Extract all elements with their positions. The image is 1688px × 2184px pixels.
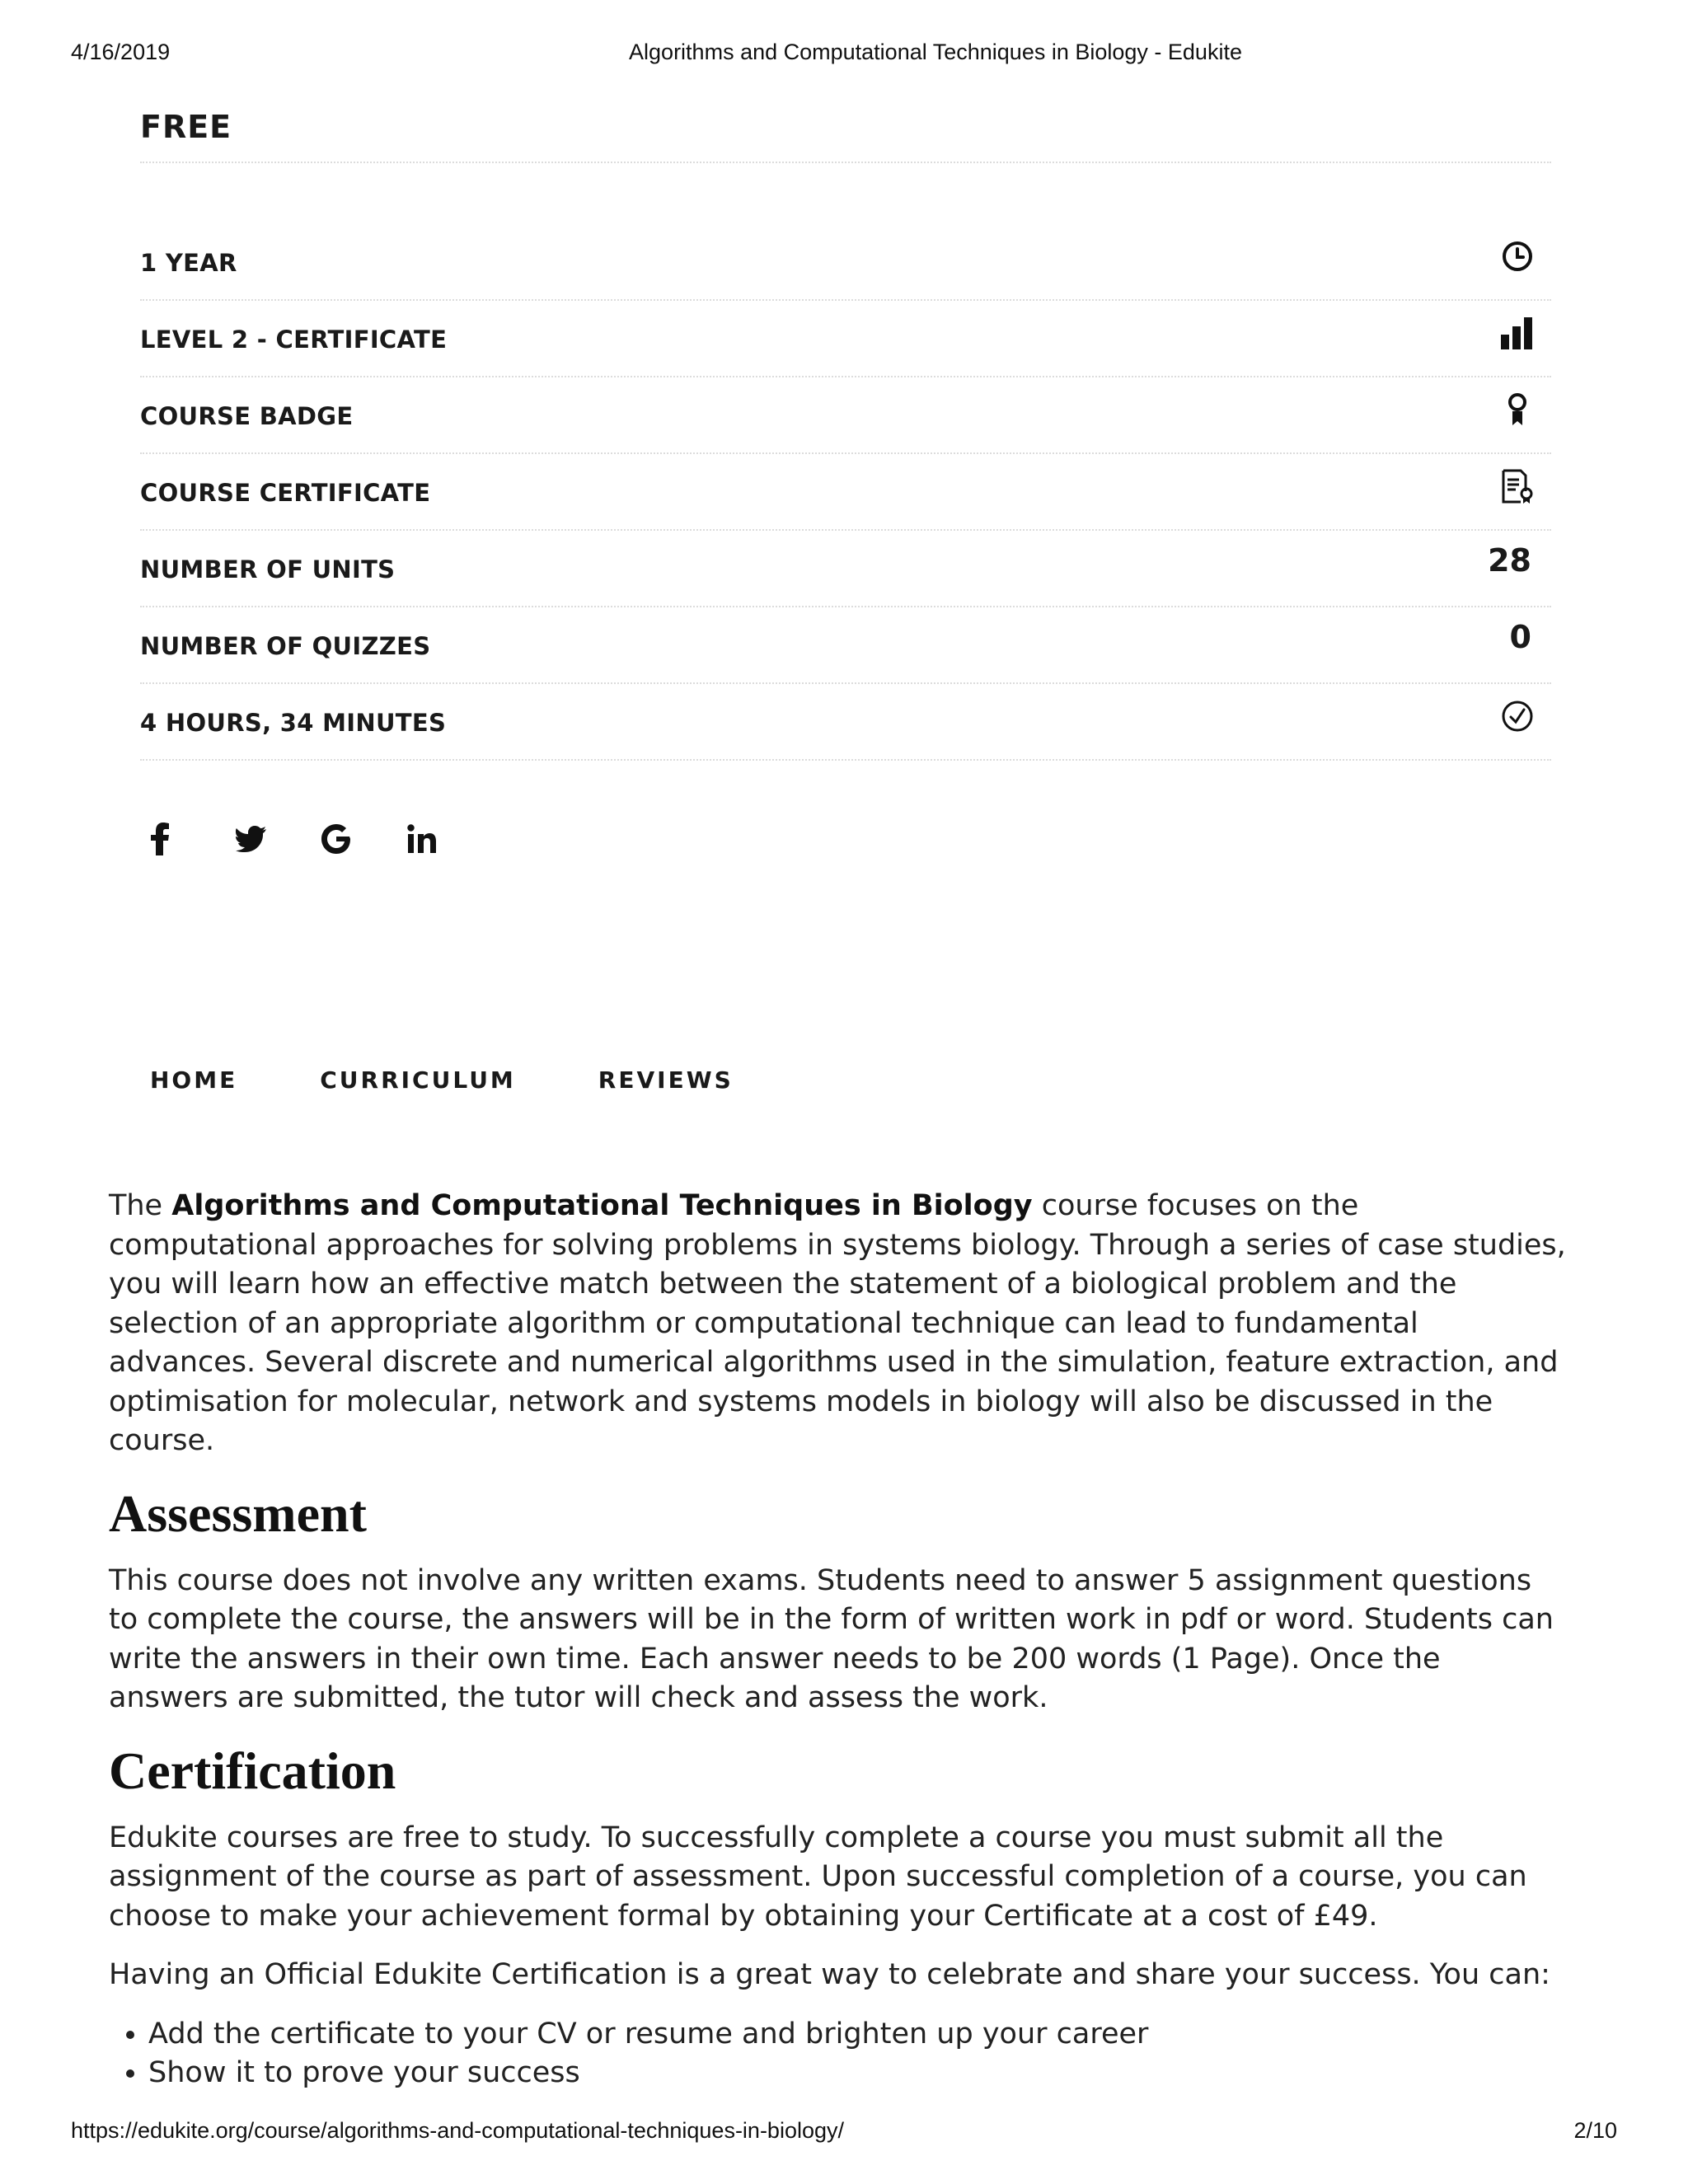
intro-rest: course focuses on the computational approaches for solving problems in systems biology. Through a series of case studies, you will learn how an effective match between the statement of a biological problem and the selection of an appropriate algorithm or computational technique can lead to fundamental advances. Several discrete and numerical algorithms used in the simulation, feature extraction, and optimisation for molecular, network and systems models in biology will also be discussed in the course. (109, 1189, 1566, 1457)
certification-heading: Certification (109, 1741, 396, 1800)
intro-paragraph (109, 1187, 1566, 1461)
badge-icon (1498, 391, 1536, 429)
meta-label: LEVEL 2 - CERTIFICATE (140, 326, 448, 354)
meta-badge (140, 377, 1551, 454)
facebook-icon[interactable] (150, 814, 236, 864)
print-header (0, 40, 1688, 69)
clock-icon (1498, 237, 1536, 275)
tab-home[interactable]: HOME (150, 1066, 238, 1094)
google-icon[interactable] (321, 814, 407, 864)
list-item: • Show it to prove your success (148, 2054, 1566, 2093)
certificate-icon (1498, 467, 1536, 505)
meta-time (140, 684, 1551, 761)
check-clock-icon (1498, 697, 1536, 735)
assessment-heading: Assessment (109, 1483, 367, 1543)
course-description (109, 1187, 1566, 2093)
certification-paragraph: Edukite courses are free to study. To successfully complete a course you must submit all the assignment of the course as part of assessment. Upon successful completion of a course, you can choose to make your achievement formal by obtaining your Certificate at a cost of £49. (109, 1821, 1527, 1933)
meta-label: NUMBER OF UNITS (140, 555, 396, 583)
meta-label: 4 HOURS, 34 MINUTES (140, 709, 447, 737)
print-date: 4/16/2019 (71, 40, 171, 64)
meta-quizzes (140, 607, 1551, 684)
units-count: 28 (1488, 542, 1531, 579)
bar-chart-icon (1498, 314, 1536, 352)
intro-prefix: The (109, 1189, 172, 1222)
list-item: • Add the certificate to your CV or resume and brighten up your career (148, 2015, 1566, 2055)
print-footer (0, 2118, 1688, 2148)
print-title: Algorithms and Computational Techniques in Biology - Edukite (629, 40, 1242, 64)
benefits-list (109, 2015, 1566, 2093)
meta-duration (140, 224, 1551, 301)
tab-reviews[interactable]: REVIEWS (598, 1066, 734, 1094)
page-number: 2/10 (1573, 2118, 1617, 2143)
social-share (150, 814, 493, 864)
tab-curriculum[interactable]: CURRICULUM (320, 1066, 516, 1094)
meta-label: COURSE CERTIFICATE (140, 479, 431, 507)
meta-certificate (140, 454, 1551, 531)
meta-units (140, 531, 1551, 607)
course-meta-list (140, 224, 1551, 761)
print-url[interactable]: https://edukite.org/course/algorithms-and-computational-techniques-in-biology/ (71, 2118, 844, 2143)
divider (140, 162, 1551, 163)
twitter-icon[interactable] (236, 814, 321, 864)
course-tabs (150, 1066, 816, 1094)
quizzes-count: 0 (1509, 619, 1531, 655)
linkedin-icon[interactable] (407, 814, 493, 864)
assessment-paragraph: This course does not involve any written exams. Students need to answer 5 assignment questions to complete the course, the answers will be in the form of written work in pdf or word. Students can write the answers in their own time. Each answer needs to be 200 words (1 Page). Once the answers are submitted, the tutor will check and assess the work. (109, 1563, 1554, 1714)
meta-label: COURSE BADGE (140, 402, 354, 430)
meta-label: NUMBER OF QUIZZES (140, 632, 431, 660)
course-price: FREE (140, 109, 232, 145)
course-name: Algorithms and Computational Techniques in Biology (171, 1189, 1033, 1222)
meta-level (140, 301, 1551, 377)
meta-label: 1 YEAR (140, 249, 237, 277)
official-paragraph: Having an Official Edukite Certification is a great way to celebrate and share your success. You can: (109, 1958, 1550, 1991)
